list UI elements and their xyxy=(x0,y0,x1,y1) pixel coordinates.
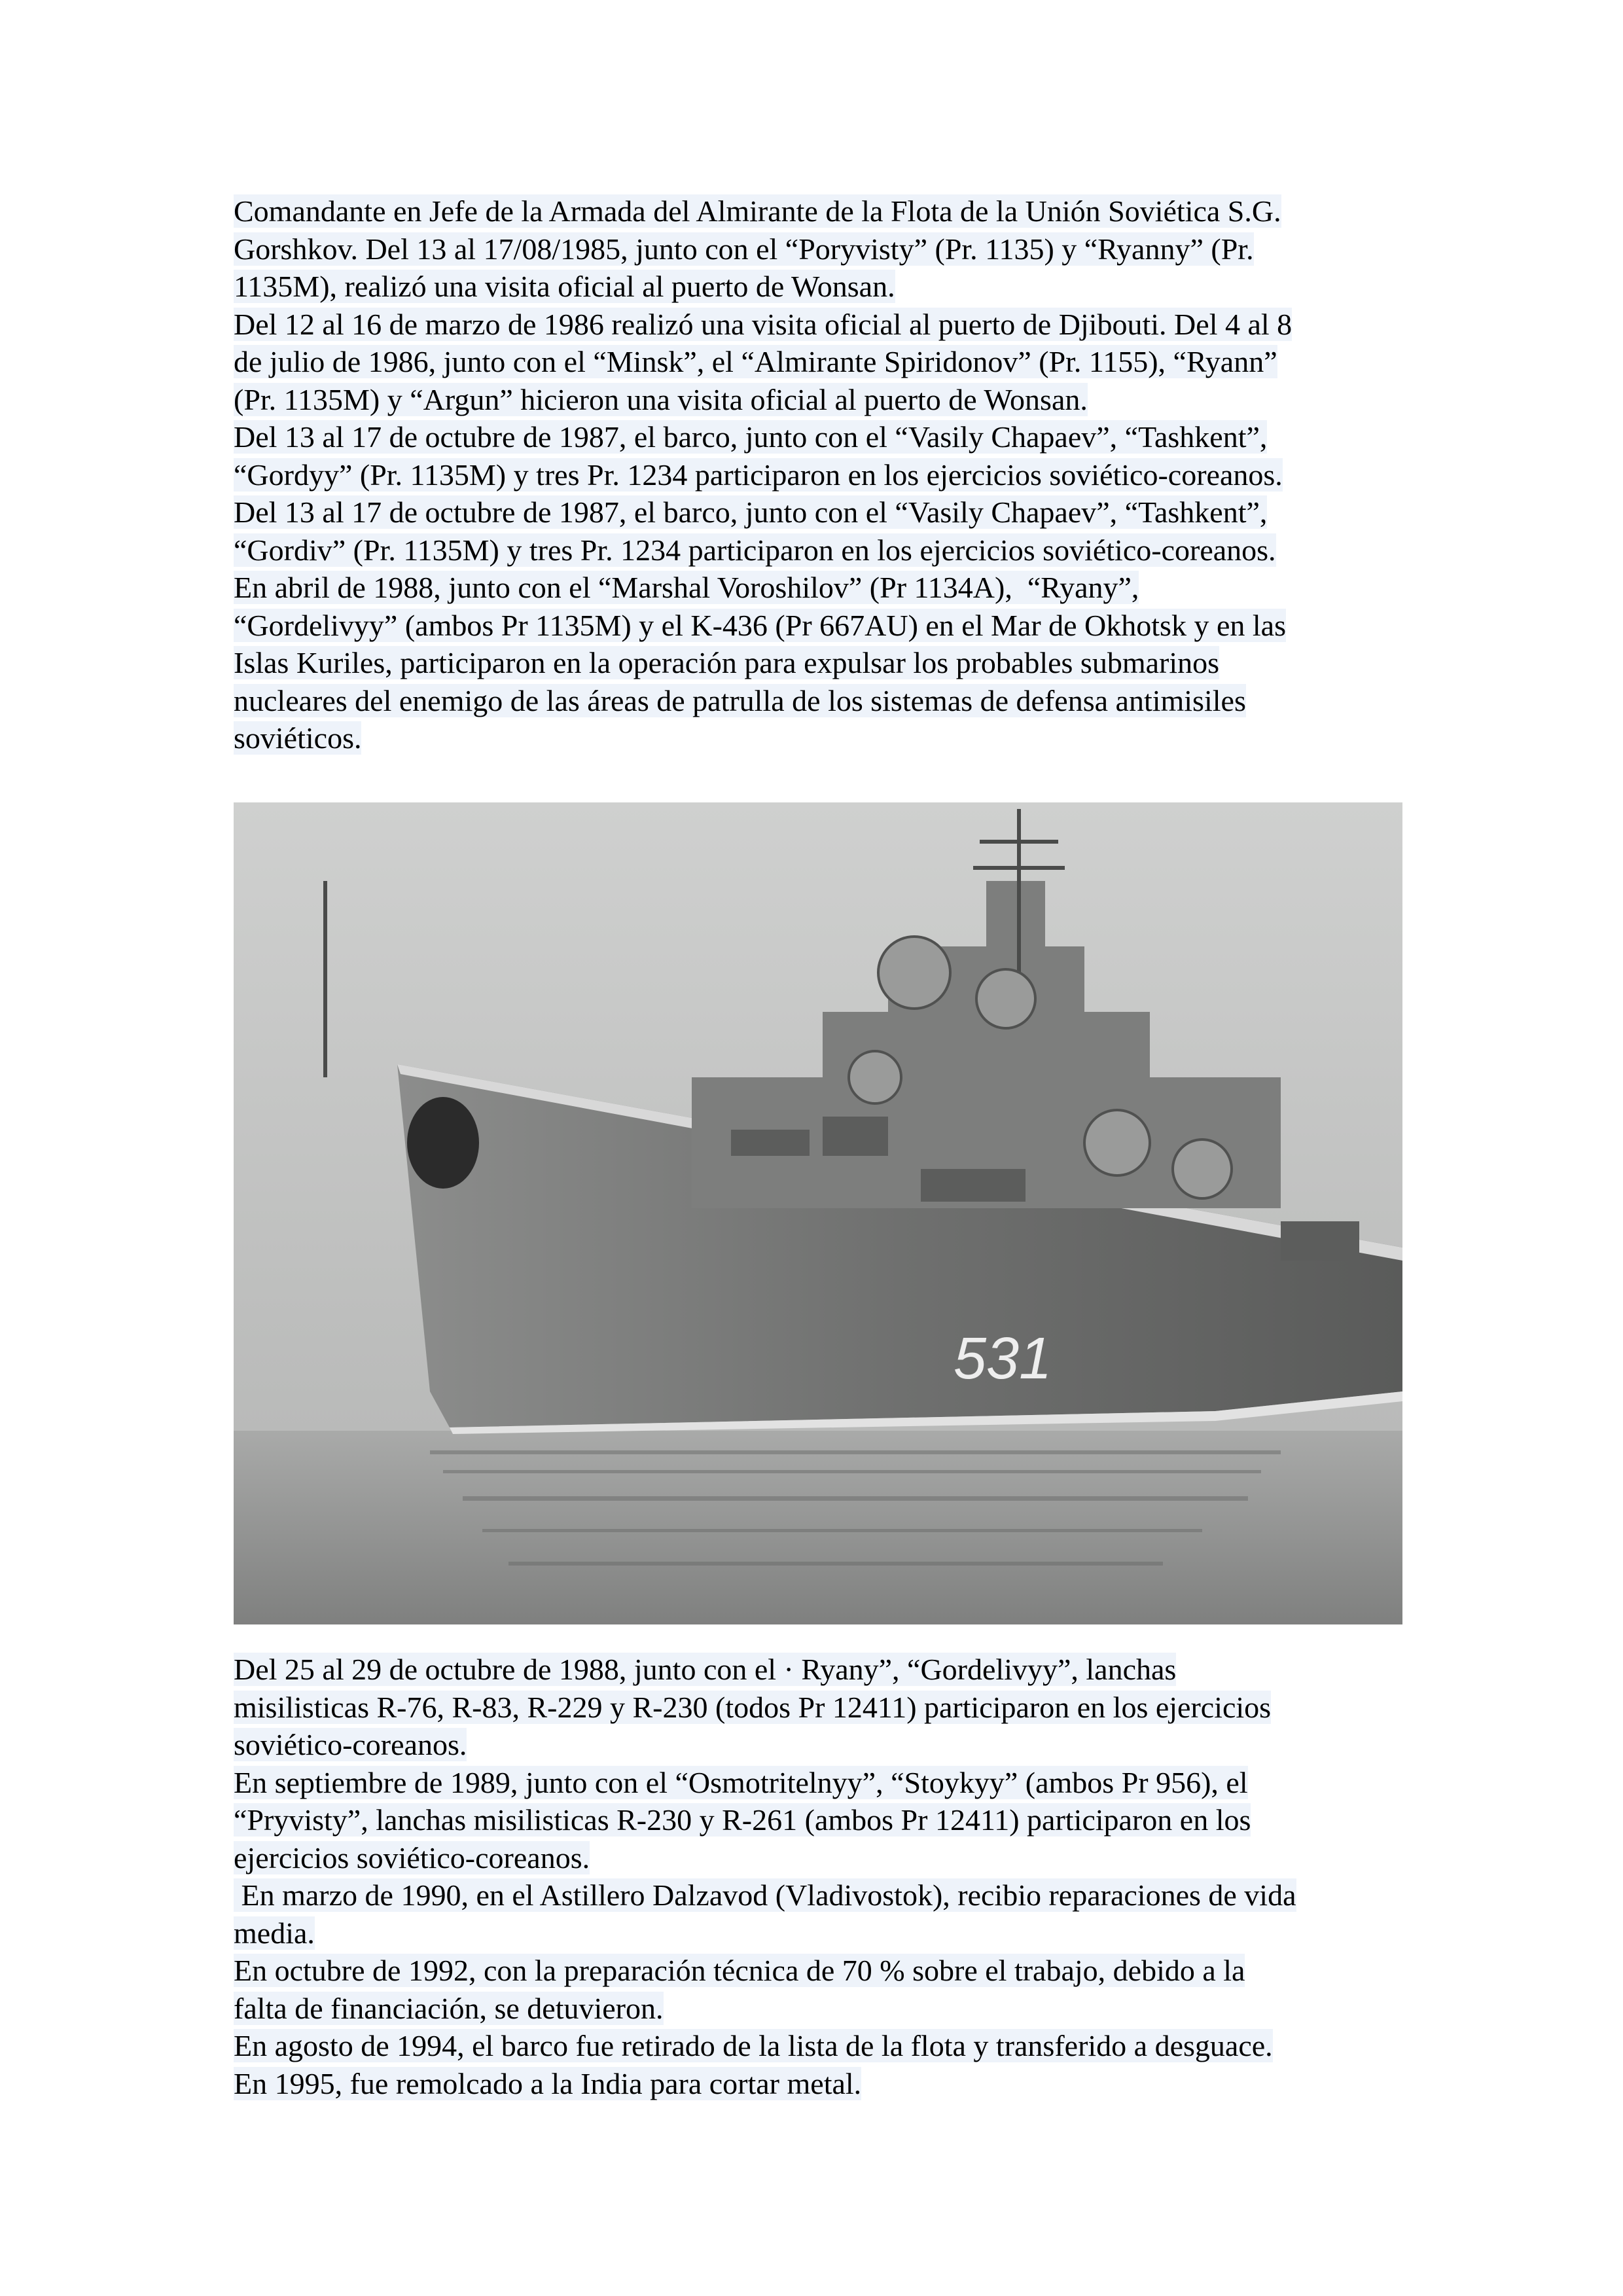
text-line: En octubre de 1992, con la preparación técnica de 70 % sobre el trabajo, debido a la xyxy=(234,1954,1245,1987)
text-line: media. xyxy=(234,1916,315,1950)
text-line: En abril de 1988, junto con el “Marshal Voroshilov” (Pr 1134A), “Ryany”, xyxy=(234,571,1139,604)
text-line: misilisticas R-76, R-83, R-229 y R-230 (todos Pr 12411) participaron en los ejercicios xyxy=(234,1690,1272,1724)
text-line: Del 12 al 16 de marzo de 1986 realizó una visita oficial al puerto de Djibouti. Del 4 al 8 xyxy=(234,307,1293,341)
text-line: “Gordyy” (Pr. 1135M) y tres Pr. 1234 participaron en los ejercicios soviético-coreanos. xyxy=(234,457,1283,492)
text-block-top xyxy=(234,192,1405,757)
text-block-bottom xyxy=(234,1651,1405,2102)
text-line: Del 13 al 17 de octubre de 1987, el barco, junto con el “Vasily Chapaev”, “Tashkent”, xyxy=(234,420,1268,454)
text-line: En marzo de 1990, en el Astillero Dalzavod (Vladivostok), recibio reparaciones de vida xyxy=(234,1878,1296,1912)
text-line: Gorshkov. Del 13 al 17/08/1985, junto con el “Poryvisty” (Pr. 1135) y “Ryanny” (Pr. xyxy=(234,232,1254,266)
text-line: Islas Kuriles, participaron en la operación para expulsar los probables submarinos xyxy=(234,646,1220,679)
text-line: Del 25 al 29 de octubre de 1988, junto con el · Ryany”, “Gordelivyy”, lanchas xyxy=(234,1653,1177,1686)
text-line: soviético-coreanos. xyxy=(234,1728,467,1761)
text-line: soviéticos. xyxy=(234,721,362,755)
text-line: “Gordiv” (Pr. 1135M) y tres Pr. 1234 participaron en los ejercicios soviético-coreanos. xyxy=(234,533,1276,567)
text-line: ejercicios soviético-coreanos. xyxy=(234,1840,590,1874)
text-line: “Pryvisty”, lanchas misilisticas R-230 y R-261 (ambos Pr 12411) participaron en los xyxy=(234,1803,1251,1837)
text-line: nucleares del enemigo de las áreas de patrulla de los sistemas de defensa antimisiles xyxy=(234,683,1246,717)
text-line: falta de financiación, se detuvieron. xyxy=(234,1991,664,2025)
warship-photo xyxy=(234,802,1402,1624)
text-line: En agosto de 1994, el barco fue retirado de la lista de la flota y transferido a desguace. xyxy=(234,2029,1273,2062)
text-line: Comandante en Jefe de la Armada del Almirante de la Flota de la Unión Soviética S.G. xyxy=(234,194,1281,228)
text-line: Del 13 al 17 de octubre de 1987, el barco, junto con el “Vasily Chapaev”, “Tashkent”, xyxy=(234,495,1268,529)
text-line: “Gordelivyy” (ambos Pr 1135M) y el K-436 (Pr 667AU) en el Mar de Okhotsk y en las xyxy=(234,608,1286,642)
text-line: de julio de 1986, junto con el “Minsk”, el “Almirante Spiridonov” (Pr. 1155), “Ryann” xyxy=(234,345,1277,378)
text-line: 1135M), realizó una visita oficial al puerto de Wonsan. xyxy=(234,270,895,303)
text-line: (Pr. 1135M) y “Argun” hicieron una visita oficial al puerto de Wonsan. xyxy=(234,382,1088,416)
hull-number: 531 xyxy=(954,1326,1052,1391)
text-line: En septiembre de 1989, junto con el “Osmotritelnyy”, “Stoykyy” (ambos Pr 956), el xyxy=(234,1765,1248,1799)
text-line: En 1995, fue remolcado a la India para cortar metal. xyxy=(234,2066,862,2100)
warship-illustration xyxy=(234,802,1402,1624)
